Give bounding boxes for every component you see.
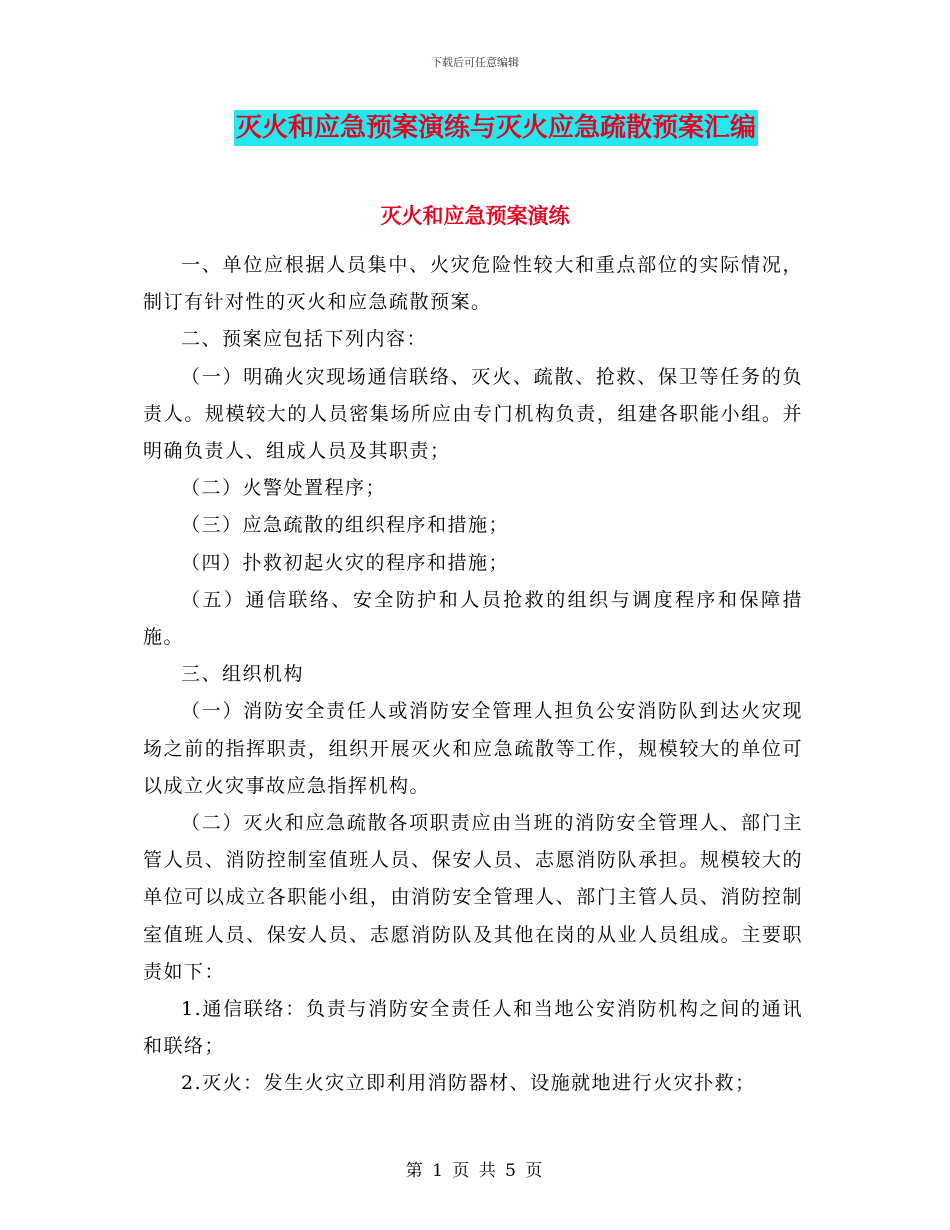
header-note: 下载后可任意编辑 (431, 56, 519, 69)
paragraph: （二）火警处置程序； (181, 477, 387, 500)
paragraph: （一）明确火灾现场通信联络、灭火、疏散、抢救、保卫等任务的负责人。规模较大的人员密集场所应由专门机构负责，组建各职能小组。并明确负责人、组成人员及其职责； (143, 365, 803, 463)
paragraph: 1.通信联络：负责与消防安全责任人和当地公安消防机构之间的通讯和联络； (143, 998, 803, 1058)
paragraph: 二、预案应包括下列内容： (181, 328, 428, 351)
section-title: 灭火和应急预案演练 (380, 204, 570, 228)
paragraph: 一、单位应根据人员集中、火灾危险性较大和重点部位的实际情况，制订有针对性的灭火和应急疏散预案。 (143, 254, 803, 314)
paragraph: （四）扑救初起火灾的程序和措施； (181, 551, 510, 574)
paragraph: （一）消防安全责任人或消防安全管理人担负公安消防队到达火灾现场之前的指挥职责，组织开展灭火和应急疏散等工作，规模较大的单位可以成立火灾事故应急指挥机构。 (143, 700, 803, 797)
document-title: 灭火和应急预案演练与灭火应急疏散预案汇编 (234, 110, 758, 146)
paragraph: （五）通信联络、安全防护和人员抢救的组织与调度程序和保障措施。 (143, 588, 803, 649)
paragraph: （三）应急疏散的组织程序和措施； (181, 514, 510, 537)
paragraph: 三、组织机构 (181, 663, 305, 686)
paragraph: （二）灭火和应急疏散各项职责应由当班的消防安全管理人、部门主管人员、消防控制室值班人员、保安人员、志愿消防队承担。规模较大的单位可以成立各职能小组，由消防安全管理人、部门主管人员、消防控制室值班人员、保安人员、志愿消防队及其他在岗的从业人员组成。主要职责如下： (143, 812, 803, 983)
page-number: 第 1 页 共 5 页 (405, 1161, 545, 1181)
paragraph: 2.灭火：发生火灾立即利用消防器材、设施就地进行火灾扑救； (181, 1072, 756, 1095)
document-body (143, 247, 803, 1103)
